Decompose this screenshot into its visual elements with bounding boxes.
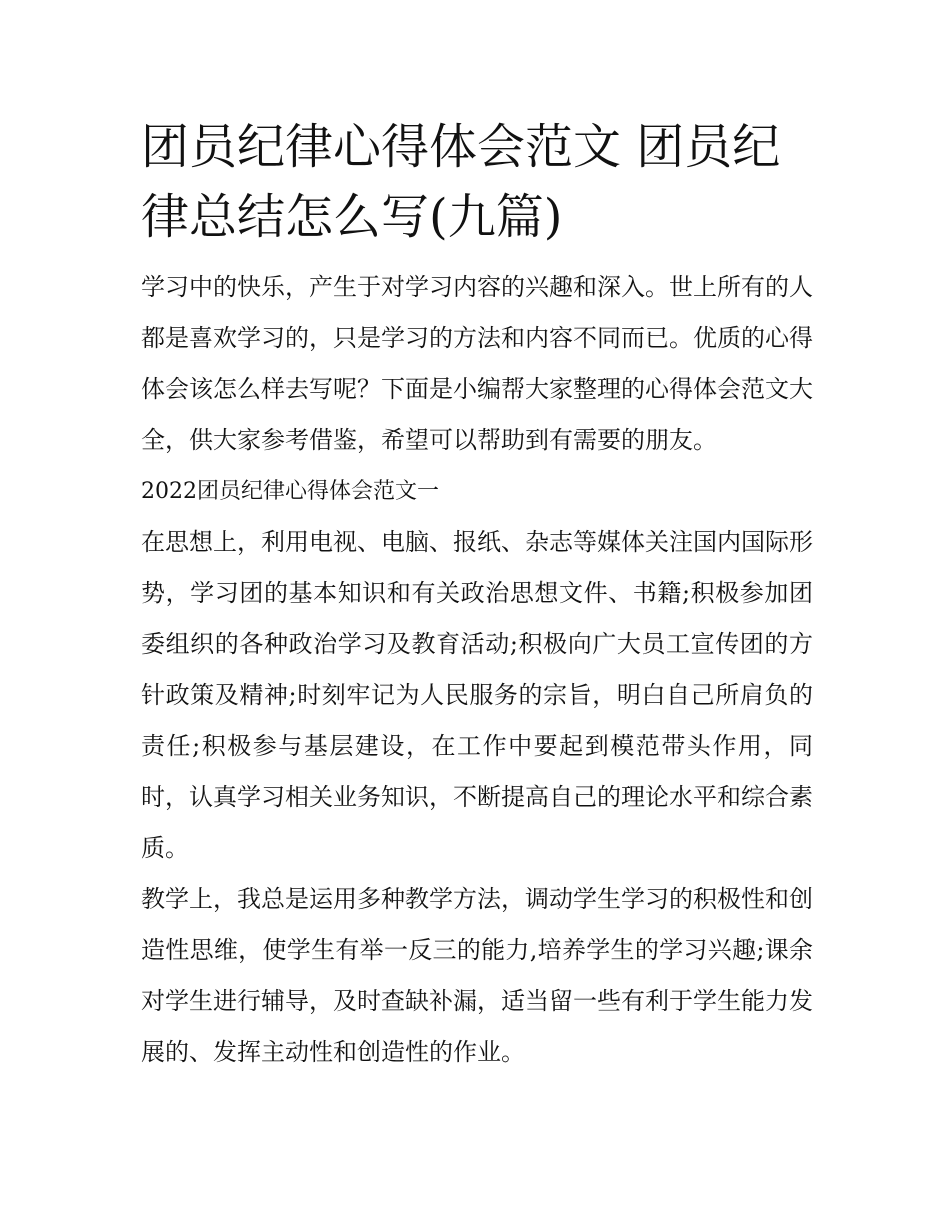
section-heading: 2022团员纪律心得体会范文一 xyxy=(141,479,439,504)
document-title: 团员纪律心得体会范文 团员纪律总结怎么写(九篇) xyxy=(141,119,781,245)
intro-paragraph: 学习中的快乐，产生于对学习内容的兴趣和深入。世上所有的人都是喜欢学习的，只是学习的方法和内容不同而已。优质的心得体会该怎么样去写呢？下面是小编帮大家整理的心得体会范文大全，供大家参考借鉴，希望可以帮助到有需要的朋友。 xyxy=(141,273,813,454)
body-paragraph-2: 教学上，我总是运用多种教学方法，调动学生学习的积极性和创造性思维，使学生有举一反三的能力,培养学生的学习兴趣;课余对学生进行辅导，及时查缺补漏，适当留一些有利于学生能力发展的、发挥主动性和创造性的作业。 xyxy=(141,885,813,1066)
document-content xyxy=(141,262,813,1078)
body-paragraph-1: 在思想上，利用电视、电脑、报纸、杂志等媒体关注国内国际形势，学习团的基本知识和有关政治思想文件、书籍;积极参加团委组织的各种政治学习及教育活动;积极向广大员工宣传团的方针政策及精神;时刻牢记为人民服务的宗旨，明白自己所肩负的责任;积极参与基层建设，在工作中要起到模范带头作用，同时，认真学习相关业务知识，不断提高自己的理论水平和综合素质。 xyxy=(141,528,813,862)
document-body xyxy=(141,112,813,1078)
